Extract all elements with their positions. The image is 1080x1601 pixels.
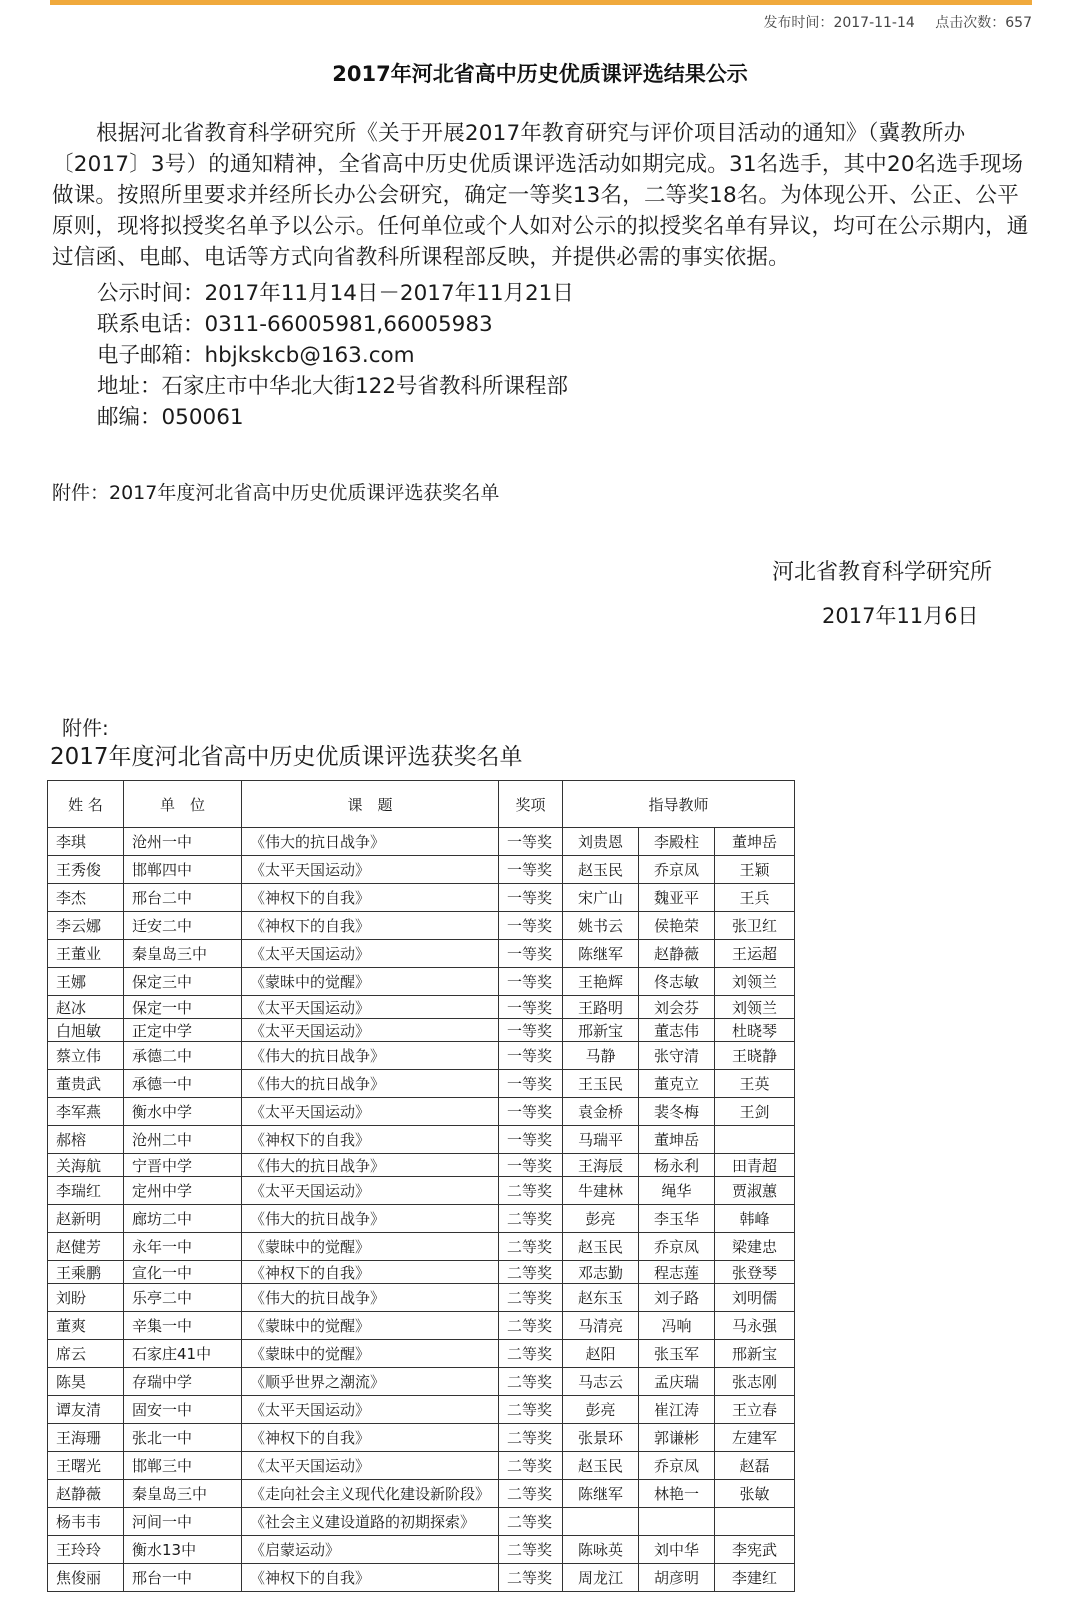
table-row — [48, 1508, 795, 1536]
advisor-cell: 李殿柱 — [639, 828, 715, 856]
table-row — [48, 1536, 795, 1564]
table-row — [48, 856, 795, 884]
name-cell: 王董业 — [48, 940, 124, 968]
name-cell: 董贵武 — [48, 1070, 124, 1098]
name-cell: 王海珊 — [48, 1424, 124, 1452]
unit-cell: 邯郸三中 — [124, 1452, 242, 1480]
topic-cell: 《太平天国运动》 — [242, 856, 499, 884]
table-row — [48, 1452, 795, 1480]
topic-cell: 《伟大的抗日战争》 — [242, 1154, 499, 1177]
advisor-cell: 王运超 — [715, 940, 795, 968]
signature-org: 河北省教育科学研究所 — [772, 560, 993, 585]
advisor-cell: 王路明 — [563, 996, 639, 1019]
topic-cell: 《太平天国运动》 — [242, 1098, 499, 1126]
advisor-cell: 赵磊 — [715, 1452, 795, 1480]
advisor-cell: 刘明儒 — [715, 1284, 795, 1312]
advisor-cell: 马静 — [563, 1042, 639, 1070]
advisor-cell: 王剑 — [715, 1098, 795, 1126]
info-postcode: 邮编：050061 — [97, 405, 244, 430]
topic-cell: 《启蒙运动》 — [242, 1536, 499, 1564]
name-cell: 赵冰 — [48, 996, 124, 1019]
name-cell: 谭友清 — [48, 1396, 124, 1424]
advisor-cell: 马清亮 — [563, 1312, 639, 1340]
table-row — [48, 1396, 795, 1424]
header-unit: 单 位 — [124, 781, 242, 828]
signature-date: 2017年11月6日 — [822, 604, 979, 628]
advisor-cell: 张志刚 — [715, 1368, 795, 1396]
name-cell: 李琪 — [48, 828, 124, 856]
advisor-cell: 郭谦彬 — [639, 1424, 715, 1452]
body-paragraph: 根据河北省教育科学研究所《关于开展2017年教育研究与评价项目活动的通知》（冀教所办〔2017〕3号）的通知精神，全省高中历史优质课评选活动如期完成。31名选手，其中20名选手现场做课。按照所里要求并经所长办公会研究，确定一等奖13名，二等奖18名。为体现公开、公正、公平原则，现将拟授奖名单予以公示。任何单位或个人如对公示的拟授奖名单有异议，均可在公示期内，通过信函、电邮、电话等方式向省教科所课程部反映，并提供必需的事实依据。 — [52, 121, 1029, 270]
topic-cell: 《太平天国运动》 — [242, 1452, 499, 1480]
advisor-cell — [563, 1508, 639, 1536]
advisor-cell: 林艳一 — [639, 1480, 715, 1508]
table-row — [48, 828, 795, 856]
unit-cell: 衡水中学 — [124, 1098, 242, 1126]
topic-cell: 《太平天国运动》 — [242, 1177, 499, 1205]
awards-table-body — [48, 828, 795, 1592]
advisor-cell: 刘领兰 — [715, 996, 795, 1019]
advisor-cell: 裴冬梅 — [639, 1098, 715, 1126]
table-row — [48, 1480, 795, 1508]
advisor-cell: 绳华 — [639, 1177, 715, 1205]
advisor-cell: 周龙江 — [563, 1564, 639, 1592]
topic-cell: 《太平天国运动》 — [242, 1396, 499, 1424]
table-row — [48, 884, 795, 912]
advisor-cell: 刘贵恩 — [563, 828, 639, 856]
table-row — [48, 1019, 795, 1042]
table-row — [48, 1284, 795, 1312]
unit-cell: 河间一中 — [124, 1508, 242, 1536]
name-cell: 董爽 — [48, 1312, 124, 1340]
advisor-cell: 李玉华 — [639, 1205, 715, 1233]
award-cell: 二等奖 — [499, 1396, 563, 1424]
topic-cell: 《蒙昧中的觉醒》 — [242, 1233, 499, 1261]
topic-cell: 《伟大的抗日战争》 — [242, 1284, 499, 1312]
name-cell: 赵静薇 — [48, 1480, 124, 1508]
table-header-row — [48, 781, 795, 828]
award-cell: 一等奖 — [499, 1019, 563, 1042]
award-cell: 二等奖 — [499, 1452, 563, 1480]
topic-cell: 《社会主义建设道路的初期探索》 — [242, 1508, 499, 1536]
award-cell: 二等奖 — [499, 1312, 563, 1340]
unit-cell: 沧州一中 — [124, 828, 242, 856]
clicks-count: 657 — [1005, 15, 1032, 31]
advisor-cell: 刘子路 — [639, 1284, 715, 1312]
advisor-cell: 赵静薇 — [639, 940, 715, 968]
table-row — [48, 1205, 795, 1233]
name-cell: 李军燕 — [48, 1098, 124, 1126]
advisor-cell: 赵阳 — [563, 1340, 639, 1368]
advisor-cell: 陈继军 — [563, 940, 639, 968]
name-cell: 郝榕 — [48, 1126, 124, 1154]
advisor-cell: 刘领兰 — [715, 968, 795, 996]
table-row — [48, 940, 795, 968]
header-advisors: 指导教师 — [563, 781, 795, 828]
award-cell: 一等奖 — [499, 884, 563, 912]
topic-cell: 《神权下的自我》 — [242, 1564, 499, 1592]
award-cell: 一等奖 — [499, 940, 563, 968]
advisor-cell: 张景环 — [563, 1424, 639, 1452]
award-cell: 二等奖 — [499, 1564, 563, 1592]
unit-cell: 宁晋中学 — [124, 1154, 242, 1177]
name-cell: 陈昊 — [48, 1368, 124, 1396]
advisor-cell: 袁金桥 — [563, 1098, 639, 1126]
award-cell: 二等奖 — [499, 1340, 563, 1368]
advisor-cell: 姚书云 — [563, 912, 639, 940]
unit-cell: 迁安二中 — [124, 912, 242, 940]
publish-date: 2017-11-14 — [833, 15, 915, 31]
topic-cell: 《伟大的抗日战争》 — [242, 1205, 499, 1233]
unit-cell: 承德一中 — [124, 1070, 242, 1098]
advisor-cell: 邓志勤 — [563, 1261, 639, 1284]
topic-cell: 《伟大的抗日战争》 — [242, 828, 499, 856]
topic-cell: 《顺乎世界之潮流》 — [242, 1368, 499, 1396]
award-cell: 一等奖 — [499, 912, 563, 940]
table-row — [48, 1261, 795, 1284]
name-cell: 赵健芳 — [48, 1233, 124, 1261]
advisor-cell: 张玉军 — [639, 1340, 715, 1368]
unit-cell: 石家庄41中 — [124, 1340, 242, 1368]
name-cell: 李云娜 — [48, 912, 124, 940]
advisor-cell: 董克立 — [639, 1070, 715, 1098]
table-row — [48, 1098, 795, 1126]
advisor-cell: 董坤岳 — [639, 1126, 715, 1154]
table-row — [48, 1424, 795, 1452]
advisor-cell: 赵玉民 — [563, 1233, 639, 1261]
name-cell: 李瑞红 — [48, 1177, 124, 1205]
topic-cell: 《蒙昧中的觉醒》 — [242, 1340, 499, 1368]
topic-cell: 《伟大的抗日战争》 — [242, 1070, 499, 1098]
table-row — [48, 1312, 795, 1340]
advisor-cell: 马瑞平 — [563, 1126, 639, 1154]
unit-cell: 秦皇岛三中 — [124, 1480, 242, 1508]
awards-table — [47, 780, 795, 1592]
unit-cell: 保定三中 — [124, 968, 242, 996]
topic-cell: 《神权下的自我》 — [242, 1424, 499, 1452]
unit-cell: 宣化一中 — [124, 1261, 242, 1284]
advisor-cell: 王兵 — [715, 884, 795, 912]
topic-cell: 《神权下的自我》 — [242, 884, 499, 912]
award-cell: 二等奖 — [499, 1205, 563, 1233]
table-row — [48, 1177, 795, 1205]
advisor-cell: 张登琴 — [715, 1261, 795, 1284]
page-title: 2017年河北省高中历史优质课评选结果公示 — [332, 62, 748, 86]
info-phone: 联系电话：0311-66005981,66005983 — [97, 312, 493, 337]
advisor-cell: 魏亚平 — [639, 884, 715, 912]
table-row — [48, 1126, 795, 1154]
advisor-cell: 程志莲 — [639, 1261, 715, 1284]
topic-cell: 《蒙昧中的觉醒》 — [242, 968, 499, 996]
advisor-cell — [639, 1508, 715, 1536]
name-cell: 王秀俊 — [48, 856, 124, 884]
topic-cell: 《神权下的自我》 — [242, 1126, 499, 1154]
info-period: 公示时间：2017年11月14日－2017年11月21日 — [97, 281, 574, 306]
advisor-cell: 张敏 — [715, 1480, 795, 1508]
table-row — [48, 968, 795, 996]
table-row — [48, 1042, 795, 1070]
advisor-cell: 邢新宝 — [715, 1340, 795, 1368]
award-cell: 一等奖 — [499, 1070, 563, 1098]
award-cell: 二等奖 — [499, 1368, 563, 1396]
advisor-cell: 左建军 — [715, 1424, 795, 1452]
award-cell: 一等奖 — [499, 1154, 563, 1177]
advisor-cell: 佟志敏 — [639, 968, 715, 996]
advisor-cell: 马永强 — [715, 1312, 795, 1340]
unit-cell: 衡水13中 — [124, 1536, 242, 1564]
unit-cell: 邯郸四中 — [124, 856, 242, 884]
advisor-cell: 王英 — [715, 1070, 795, 1098]
advisor-cell: 赵玉民 — [563, 856, 639, 884]
advisor-cell: 董志伟 — [639, 1019, 715, 1042]
advisor-cell: 田青超 — [715, 1154, 795, 1177]
clicks-label: 点击次数： — [935, 15, 1006, 31]
topic-cell: 《蒙昧中的觉醒》 — [242, 1312, 499, 1340]
advisor-cell: 胡彦明 — [639, 1564, 715, 1592]
award-cell: 二等奖 — [499, 1508, 563, 1536]
advisor-cell: 张卫红 — [715, 912, 795, 940]
award-cell: 一等奖 — [499, 1098, 563, 1126]
advisor-cell: 王海辰 — [563, 1154, 639, 1177]
unit-cell: 定州中学 — [124, 1177, 242, 1205]
unit-cell: 存瑞中学 — [124, 1368, 242, 1396]
advisor-cell: 刘会芬 — [639, 996, 715, 1019]
advisor-cell: 赵玉民 — [563, 1452, 639, 1480]
name-cell: 王乘鹏 — [48, 1261, 124, 1284]
top-accent-bar — [50, 0, 1032, 5]
info-address: 地址：石家庄市中华北大街122号省教科所课程部 — [97, 374, 569, 399]
award-cell: 一等奖 — [499, 968, 563, 996]
topic-cell: 《太平天国运动》 — [242, 996, 499, 1019]
advisor-cell: 乔京凤 — [639, 856, 715, 884]
unit-cell: 张北一中 — [124, 1424, 242, 1452]
table-row — [48, 1070, 795, 1098]
advisor-cell: 孟庆瑞 — [639, 1368, 715, 1396]
unit-cell: 辛集一中 — [124, 1312, 242, 1340]
advisor-cell: 王艳辉 — [563, 968, 639, 996]
advisor-cell: 侯艳荣 — [639, 912, 715, 940]
advisor-cell: 李宪武 — [715, 1536, 795, 1564]
award-cell: 一等奖 — [499, 828, 563, 856]
topic-cell: 《神权下的自我》 — [242, 912, 499, 940]
advisor-cell: 乔京凤 — [639, 1452, 715, 1480]
attachment-label: 附件: — [62, 716, 109, 740]
header-award: 奖项 — [499, 781, 563, 828]
header-topic: 课 题 — [242, 781, 499, 828]
name-cell: 李杰 — [48, 884, 124, 912]
name-cell: 王娜 — [48, 968, 124, 996]
unit-cell: 沧州二中 — [124, 1126, 242, 1154]
attachment-title: 2017年度河北省高中历史优质课评选获奖名单 — [50, 744, 523, 770]
unit-cell: 邢台一中 — [124, 1564, 242, 1592]
table-row — [48, 1154, 795, 1177]
name-cell: 杨韦韦 — [48, 1508, 124, 1536]
unit-cell: 保定一中 — [124, 996, 242, 1019]
advisor-cell: 韩峰 — [715, 1205, 795, 1233]
attachment-line: 附件：2017年度河北省高中历史优质课评选获奖名单 — [52, 482, 500, 504]
unit-cell: 永年一中 — [124, 1233, 242, 1261]
name-cell: 焦俊丽 — [48, 1564, 124, 1592]
table-row — [48, 1233, 795, 1261]
header-name: 姓 名 — [48, 781, 124, 828]
award-cell: 二等奖 — [499, 1480, 563, 1508]
advisor-cell: 王立春 — [715, 1396, 795, 1424]
name-cell: 席云 — [48, 1340, 124, 1368]
advisor-cell: 马志云 — [563, 1368, 639, 1396]
award-cell: 一等奖 — [499, 996, 563, 1019]
topic-cell: 《走向社会主义现代化建设新阶段》 — [242, 1480, 499, 1508]
name-cell: 白旭敏 — [48, 1019, 124, 1042]
advisor-cell: 梁建忠 — [715, 1233, 795, 1261]
advisor-cell: 王颖 — [715, 856, 795, 884]
advisor-cell: 冯响 — [639, 1312, 715, 1340]
advisor-cell: 杨永利 — [639, 1154, 715, 1177]
table-row — [48, 996, 795, 1019]
unit-cell: 秦皇岛三中 — [124, 940, 242, 968]
unit-cell: 固安一中 — [124, 1396, 242, 1424]
name-cell: 蔡立伟 — [48, 1042, 124, 1070]
unit-cell: 邢台二中 — [124, 884, 242, 912]
advisor-cell: 乔京凤 — [639, 1233, 715, 1261]
advisor-cell: 陈继军 — [563, 1480, 639, 1508]
advisor-cell: 陈咏英 — [563, 1536, 639, 1564]
advisor-cell: 杜晓琴 — [715, 1019, 795, 1042]
award-cell: 一等奖 — [499, 1126, 563, 1154]
award-cell: 二等奖 — [499, 1424, 563, 1452]
award-cell: 二等奖 — [499, 1177, 563, 1205]
advisor-cell — [715, 1126, 795, 1154]
topic-cell: 《太平天国运动》 — [242, 1019, 499, 1042]
award-cell: 二等奖 — [499, 1536, 563, 1564]
advisor-cell: 宋广山 — [563, 884, 639, 912]
unit-cell: 承德二中 — [124, 1042, 242, 1070]
name-cell: 赵新明 — [48, 1205, 124, 1233]
advisor-cell: 王玉民 — [563, 1070, 639, 1098]
award-cell: 一等奖 — [499, 1042, 563, 1070]
unit-cell: 正定中学 — [124, 1019, 242, 1042]
name-cell: 王玲玲 — [48, 1536, 124, 1564]
unit-cell: 廊坊二中 — [124, 1205, 242, 1233]
advisor-cell: 刘中华 — [639, 1536, 715, 1564]
advisor-cell — [715, 1508, 795, 1536]
topic-cell: 《伟大的抗日战争》 — [242, 1042, 499, 1070]
table-row — [48, 1340, 795, 1368]
name-cell: 刘盼 — [48, 1284, 124, 1312]
unit-cell: 乐亭二中 — [124, 1284, 242, 1312]
topic-cell: 《太平天国运动》 — [242, 940, 499, 968]
advisor-cell: 贾淑蕙 — [715, 1177, 795, 1205]
table-row — [48, 1564, 795, 1592]
info-email: 电子邮箱：hbjkskcb@163.com — [97, 343, 415, 368]
advisor-cell: 张守清 — [639, 1042, 715, 1070]
advisor-cell: 牛建林 — [563, 1177, 639, 1205]
advisor-cell: 邢新宝 — [563, 1019, 639, 1042]
advisor-cell: 董坤岳 — [715, 828, 795, 856]
table-row — [48, 1368, 795, 1396]
advisor-cell: 赵东玉 — [563, 1284, 639, 1312]
advisor-cell: 李建红 — [715, 1564, 795, 1592]
award-cell: 二等奖 — [499, 1261, 563, 1284]
name-cell: 关海航 — [48, 1154, 124, 1177]
advisor-cell: 彭亮 — [563, 1396, 639, 1424]
award-cell: 一等奖 — [499, 856, 563, 884]
award-cell: 二等奖 — [499, 1284, 563, 1312]
advisor-cell: 崔江涛 — [639, 1396, 715, 1424]
name-cell: 王曙光 — [48, 1452, 124, 1480]
table-row — [48, 912, 795, 940]
topic-cell: 《神权下的自我》 — [242, 1261, 499, 1284]
advisor-cell: 王晓静 — [715, 1042, 795, 1070]
award-cell: 二等奖 — [499, 1233, 563, 1261]
advisor-cell: 彭亮 — [563, 1205, 639, 1233]
publish-label: 发布时间： — [763, 15, 834, 31]
article-meta — [763, 12, 1032, 32]
